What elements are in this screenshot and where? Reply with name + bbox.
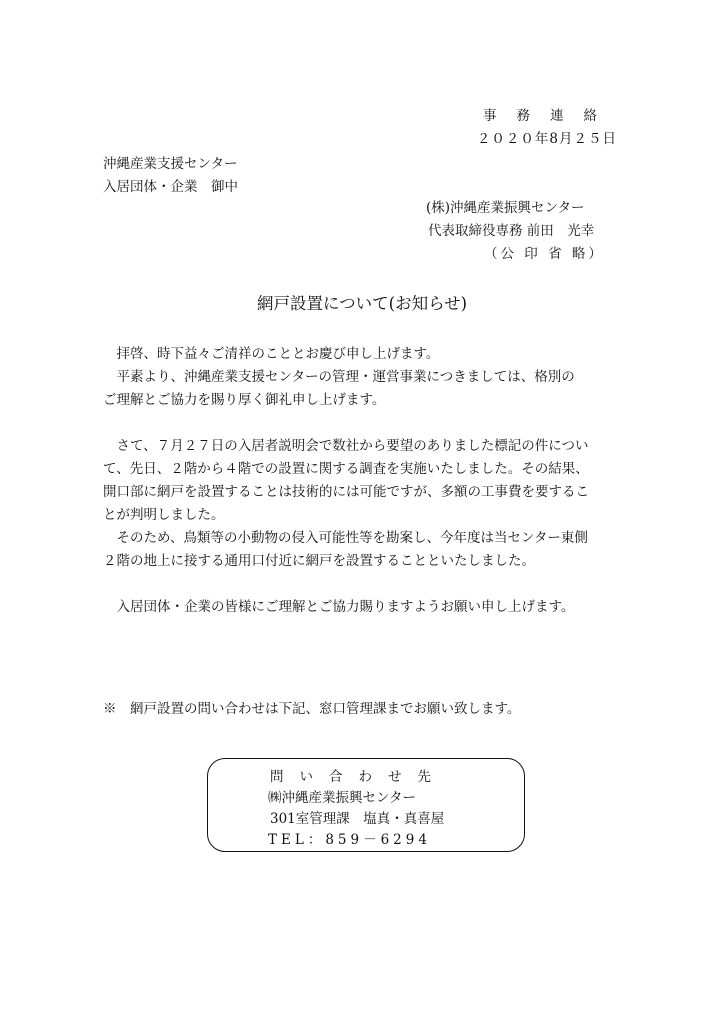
body-line: 入居団体・企業の皆様にご理解とご協力賜りますようお願い申し上げます。 — [103, 599, 575, 615]
sender-company: (株)沖縄産業振興センター — [426, 200, 585, 216]
document-title: 網戸設置について(お知らせ) — [256, 294, 468, 313]
body-line: ご理解とご協力を賜り厚く御礼申し上げます。 — [103, 392, 386, 408]
body-line: そのため、鳥類等の小動物の侵入可能性等を勘案し、今年度は当センター東側 — [103, 530, 588, 546]
recipient-addressee: 入居団体・企業 御中 — [103, 179, 238, 195]
contact-heading: 問い合わせ先 — [270, 769, 447, 785]
contact-phone: TEL：859－6294 — [268, 832, 431, 848]
document-body — [103, 343, 623, 619]
contact-box — [207, 758, 525, 852]
body-line: 拝啓、時下益々ご清祥のこととお慶び申し上げます。 — [103, 346, 440, 362]
recipient-organization: 沖縄産業支援センター — [103, 156, 238, 172]
document-date: ２０２０年8月２５日 — [476, 131, 617, 147]
contact-department: 301室管理課 塩真・真喜屋 — [270, 811, 445, 827]
inquiry-note: ※ 網戸設置の問い合わせは下記、窓口管理課までお願い致します。 — [103, 701, 521, 717]
body-line: て、先日、２階から４階での設置に関する調査を実施いたしました。その結果、 — [103, 461, 589, 477]
sender-representative: 代表取締役専務 前田 光幸 — [428, 223, 595, 239]
seal-omitted-note: （公 印 省 略） — [484, 246, 605, 262]
body-line: さて、７月２７日の入居者説明会で数社から要望のありました標記の件につい — [103, 438, 589, 454]
body-line: ２階の地上に接する通用口付近に網戸を設置することといたしました。 — [103, 553, 535, 569]
contact-company: ㈱沖縄産業振興センター — [268, 790, 416, 806]
body-line: 平素より、沖縄産業支援センターの管理・運営事業につきましては、格別の — [103, 369, 575, 385]
body-line: とが判明しました。 — [103, 507, 225, 523]
body-line: 開口部に網戸を設置することは技術的には可能ですが、多額の工事費を要するこ — [103, 484, 589, 500]
document-type: 事務連絡 — [483, 108, 617, 124]
